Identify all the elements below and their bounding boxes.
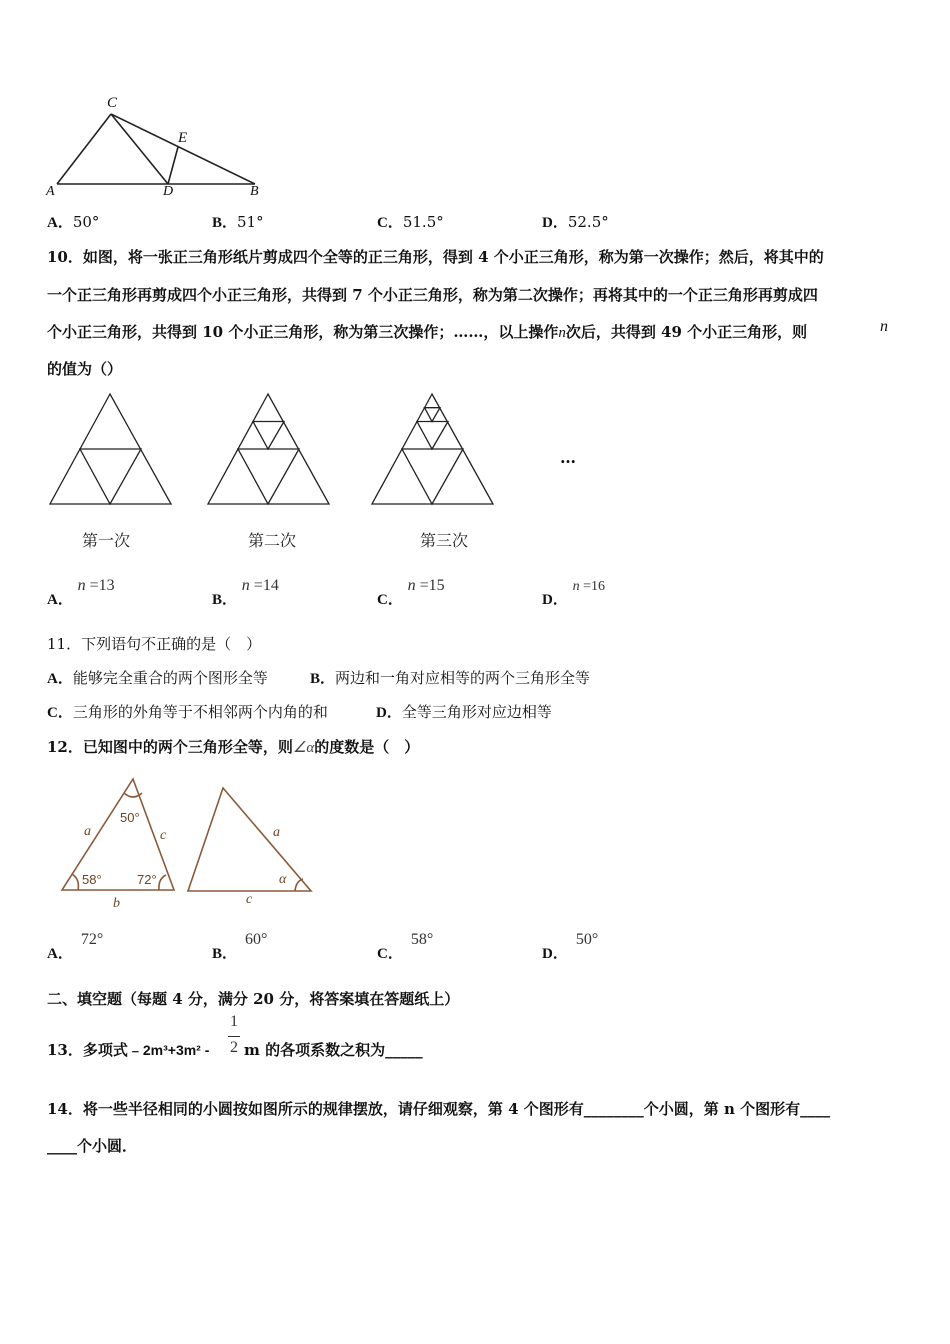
side-label-b-left: b <box>113 896 120 911</box>
q9-option-a[interactable]: A．50° <box>47 213 100 231</box>
side-label-a-left: a <box>84 824 91 839</box>
section2-title: 二、填空题（每题 4 分，满分 20 分，将答案填在答题纸上） <box>47 990 460 1008</box>
q12-option-d[interactable]: D．50° <box>542 931 599 962</box>
triangle-first-operation <box>48 392 178 507</box>
caption-second: 第二次 <box>248 531 297 550</box>
q12-option-b[interactable]: B．60° <box>212 931 268 962</box>
q10-stem-line4: 的值为（） <box>47 360 123 378</box>
vertex-label-d: D <box>163 184 174 199</box>
q11-option-d[interactable]: D．全等三角形对应边相等 <box>376 703 552 721</box>
q12-option-a[interactable]: A．72° <box>47 931 104 962</box>
q12-option-c[interactable]: C．58° <box>377 931 434 962</box>
vertex-label-b: B <box>250 184 259 199</box>
triangle-third-operation <box>370 392 500 507</box>
q10-stem-line3: 个小正三角形，共得到 10 个小正三角形，称为第三次操作；……，以上操作n次后，共得到 49 个小正三角形，则 <box>47 323 808 341</box>
caption-third: 第三次 <box>420 531 469 550</box>
q10-stem-line1: 10．如图，将一张正三角形纸片剪成四个全等的正三角形，得到 4 个小正三角形，称为第一次操作；然后，将其中的 <box>47 248 824 266</box>
q13-stem-suffix: m 的各项系数之积为_____ <box>244 1041 423 1059</box>
q13-fraction-numerator: 1 <box>230 1013 238 1030</box>
q13-fraction-bar <box>228 1036 240 1037</box>
q10-option-b[interactable]: B． n =14 <box>212 577 279 608</box>
q13-stem: 13．多项式﹣2m³+3m² - <box>47 1041 210 1059</box>
caption-first: 第一次 <box>82 531 131 550</box>
q10-stem-line2: 一个正三角形再剪成四个小正三角形，共得到 7 个小正三角形，称为第二次操作；再将其中的一个正三角形再剪成四 <box>47 286 818 304</box>
q10-option-d[interactable]: D． n =16 <box>542 579 606 608</box>
q10-option-c[interactable]: C． n =15 <box>377 577 445 608</box>
q11-option-c[interactable]: C．三角形的外角等于不相邻两个内角的和 <box>47 703 328 721</box>
q9-option-b[interactable]: B．51° <box>212 213 264 231</box>
ellipsis: … <box>560 448 576 467</box>
vertex-label-a: A <box>46 184 55 199</box>
side-label-a-right: a <box>273 825 280 840</box>
angle-label-58: 58° <box>82 872 102 887</box>
vertex-label-c: C <box>107 95 118 111</box>
q11-option-a[interactable]: A．能够完全重合的两个图形全等 <box>47 669 268 687</box>
angle-label-alpha: α <box>279 872 287 887</box>
triangle-right-q12 <box>183 782 318 897</box>
triangle-left-q12 <box>58 775 188 905</box>
angle-label-50: 50° <box>120 810 140 825</box>
angle-label-72: 72° <box>137 872 157 887</box>
q10-option-a[interactable]: A． n =13 <box>47 577 115 608</box>
q10-var-n: n <box>880 318 888 335</box>
q13-fraction-denominator: 2 <box>230 1039 238 1056</box>
q11-option-b[interactable]: B．两边和一角对应相等的两个三角形全等 <box>310 669 591 687</box>
vertex-label-e: E <box>178 130 188 146</box>
triangle-second-operation <box>206 392 336 507</box>
q9-option-d[interactable]: D．52.5° <box>542 213 609 231</box>
triangle-figure-q9 <box>40 92 280 202</box>
q9-option-c[interactable]: C．51.5° <box>377 213 444 231</box>
q14-stem-line1: 14．将一些半径相同的小圆按如图所示的规律摆放，请仔细观察，第 4 个图形有________个小圆，第 n 个图形有____ <box>47 1100 831 1118</box>
q12-stem: 12．已知图中的两个三角形全等，则∠α的度数是（ ） <box>47 738 420 756</box>
side-label-c-left: c <box>160 828 167 843</box>
q11-stem: 11．下列语句不正确的是（ ） <box>47 635 262 653</box>
side-label-c-right: c <box>246 892 253 907</box>
q14-stem-line2: ____个小圆． <box>47 1137 138 1155</box>
